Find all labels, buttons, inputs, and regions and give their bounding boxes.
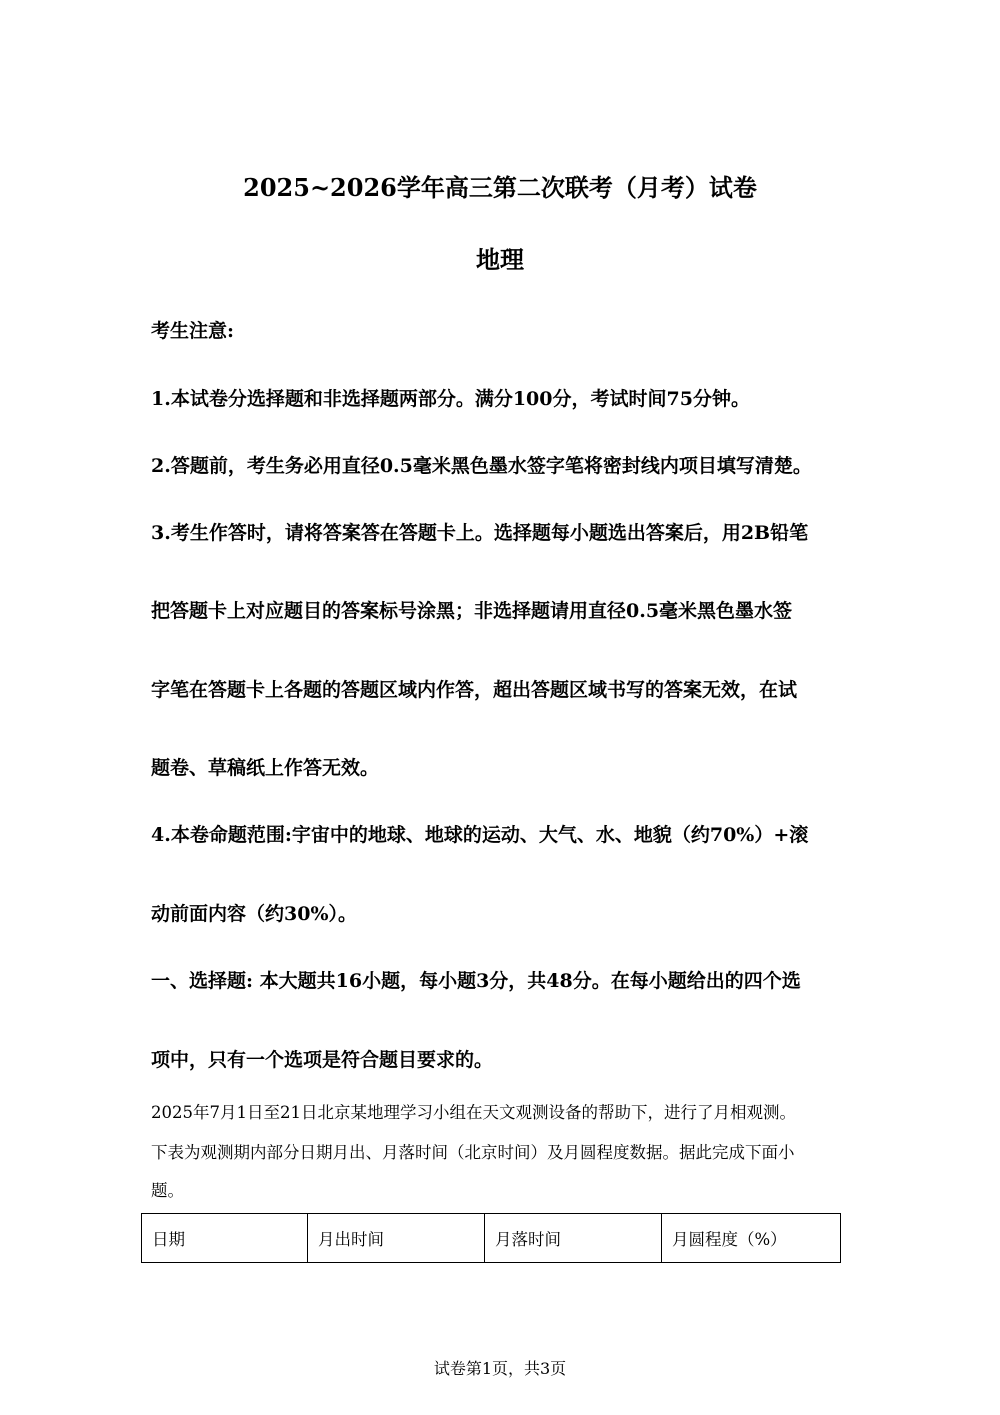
table-header-moonrise: 月出时间 xyxy=(308,1214,485,1263)
notice-line-8: 动前面内容（约30%）。 xyxy=(151,903,357,925)
passage-line-1: 2025年7月1日至21日北京某地理学习小组在天文观测设备的帮助下，进行了月相观测。 xyxy=(151,1103,796,1122)
table-header-date: 日期 xyxy=(142,1214,308,1263)
table-header-row xyxy=(142,1214,841,1263)
table-header-moonset: 月落时间 xyxy=(485,1214,662,1263)
notice-line-7: 4.本卷命题范围:宇宙中的地球、地球的运动、大气、水、地貌（约70%）+滚 xyxy=(151,824,809,846)
section-line-2: 项中，只有一个选项是符合题目要求的。 xyxy=(151,1049,494,1071)
passage-line-2: 下表为观测期内部分日期月出、月落时间（北京时间）及月圆程度数据。据此完成下面小 xyxy=(151,1143,795,1162)
notice-line-3: 3.考生作答时，请将答案答在答题卡上。选择题每小题选出答案后，用2B铅笔 xyxy=(151,522,809,544)
table-header-illumination: 月圆程度（%） xyxy=(662,1214,841,1263)
passage-line-3: 题。 xyxy=(151,1181,184,1200)
exam-title: 2025~2026学年高三第二次联考（月考）试卷 xyxy=(243,173,757,202)
notice-line-6: 题卷、草稿纸上作答无效。 xyxy=(151,757,380,779)
moon-observation-table xyxy=(141,1213,841,1263)
notice-line-4: 把答题卡上对应题目的答案标号涂黑；非选择题请用直径0.5毫米黑色墨水签 xyxy=(151,600,793,622)
notice-heading: 考生注意: xyxy=(151,320,235,342)
section-line-1: 一、选择题: 本大题共16小题，每小题3分，共48分。在每小题给出的四个选 xyxy=(151,970,801,992)
subject-title: 地理 xyxy=(476,245,524,274)
page-footer: 试卷第1页，共3页 xyxy=(433,1359,567,1378)
notice-line-5: 字笔在答题卡上各题的答题区域内作答，超出答题区域书写的答案无效，在试 xyxy=(151,679,798,701)
notice-line-1: 1.本试卷分选择题和非选择题两部分。满分100分，考试时间75分钟。 xyxy=(151,388,750,410)
notice-line-2: 2.答题前，考生务必用直径0.5毫米黑色墨水签字笔将密封线内项目填写清楚。 xyxy=(151,455,812,477)
